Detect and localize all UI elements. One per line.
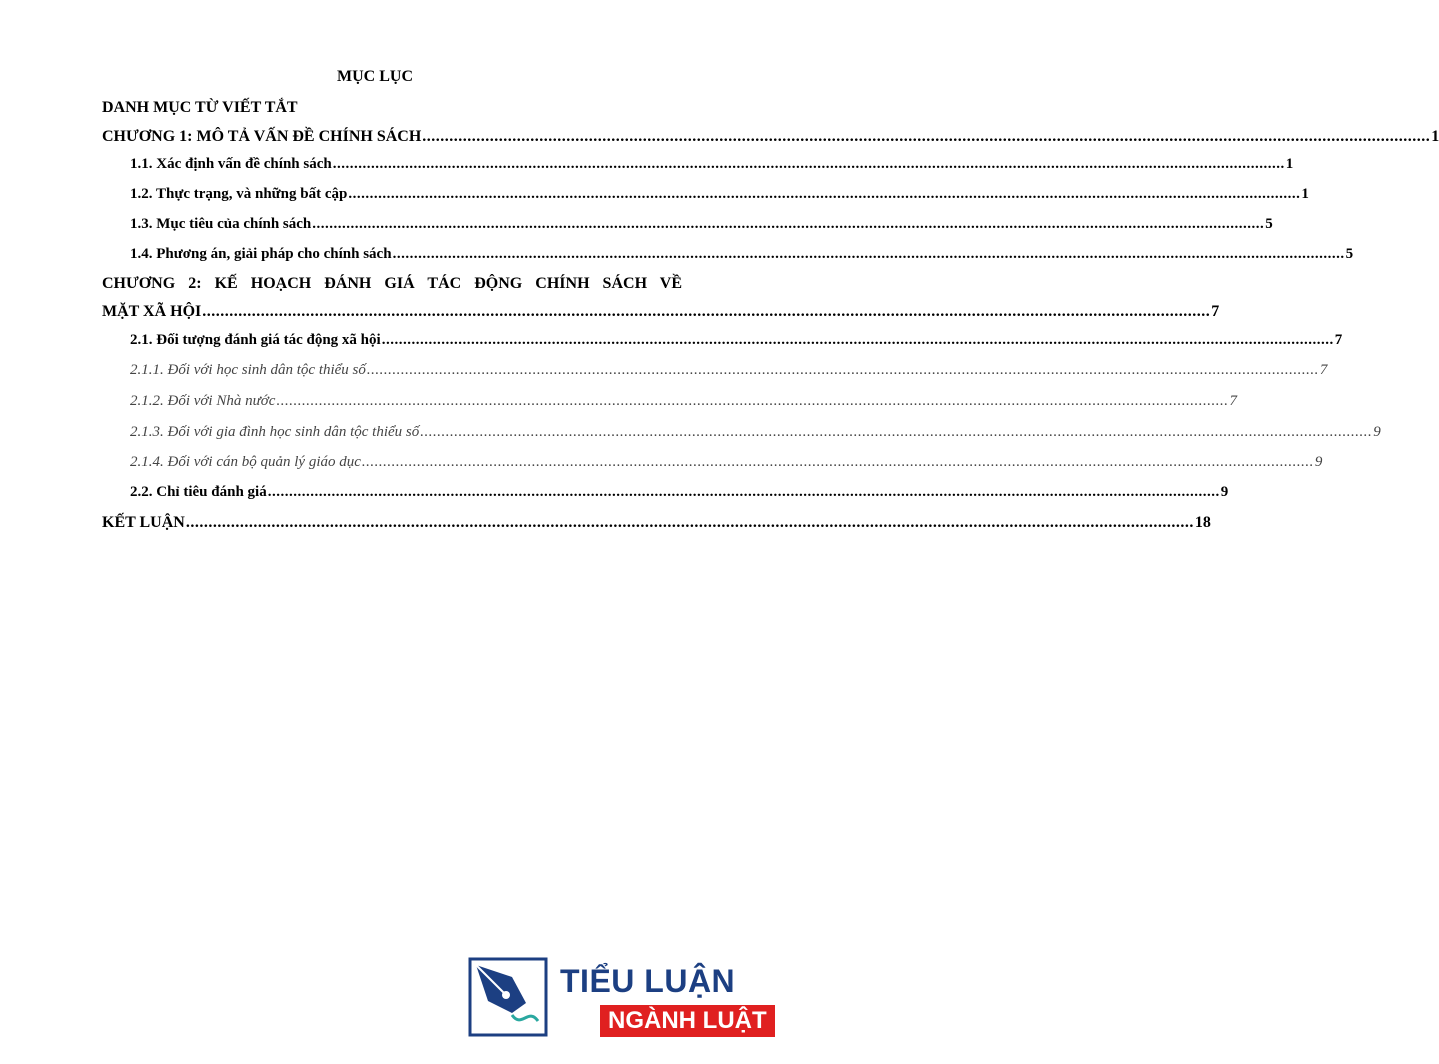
toc-entry-chapter-1[interactable]: [102, 127, 1439, 147]
toc-entry-2-1-4[interactable]: [130, 452, 1323, 472]
toc-entry-chapter-2-line1[interactable]: CHƯƠNG 2: KẾ HOẠCH ĐÁNH GIÁ TÁC ĐỘNG CHÍNH SÁCH VỀ: [102, 275, 682, 292]
toc-leader-dots: [420, 422, 1372, 442]
toc-page-number: 7: [1211, 303, 1220, 320]
toc-leader-dots: [202, 302, 1210, 322]
toc-entry-1-3[interactable]: [130, 214, 1273, 234]
toc-entry-2-1-1[interactable]: [130, 360, 1328, 380]
toc-page-number: 1: [1301, 186, 1309, 202]
toc-entry-text: MẶT XÃ HỘI: [102, 303, 202, 320]
toc-page-number: 7: [1319, 362, 1328, 378]
toc-entry-text: 2.1. Đối tượng đánh giá tác động xã hội: [130, 332, 381, 348]
toc-leader-dots: [422, 127, 1430, 147]
toc-leader-dots: [276, 391, 1228, 411]
toc-page-number: 9: [1373, 424, 1381, 440]
logo-brand-top: TIỂU LUẬN: [560, 963, 736, 999]
toc-entry-text: 2.1.1. Đối với học sinh dân tộc thiểu số: [130, 362, 366, 378]
toc-leader-dots: [312, 214, 1264, 234]
toc-leader-dots: [348, 184, 1300, 204]
toc-entry-text: 2.2. Chỉ tiêu đánh giá: [130, 484, 267, 500]
toc-entry-2-1[interactable]: [130, 330, 1343, 350]
toc-page-number: 7: [1229, 393, 1237, 409]
toc-entry-text: 1.4. Phương án, giải pháp cho chính sách: [130, 246, 392, 262]
toc-leader-dots: [333, 154, 1285, 174]
toc-entry-1-2[interactable]: [130, 184, 1309, 204]
toc-entry-abbreviations[interactable]: [102, 98, 682, 118]
logo-brand-bottom: NGÀNH LUẬT: [600, 1005, 775, 1037]
toc-entry-text: 2.1.4. Đối với cán bộ quản lý giáo dục: [130, 454, 361, 470]
toc-entry-1-1[interactable]: [130, 154, 1294, 174]
toc-page-number: 18: [1194, 514, 1211, 531]
toc-leader-dots: [367, 360, 1319, 380]
toc-entry-text: 1.1. Xác định vấn đề chính sách: [130, 156, 332, 172]
toc-leader-dots: [362, 452, 1314, 472]
pen-nib-icon: [468, 957, 548, 1037]
toc-entry-text: 1.2. Thực trạng, và những bất cập: [130, 186, 348, 202]
toc-page-number: 9: [1220, 484, 1229, 500]
toc-page-number: 5: [1265, 216, 1273, 232]
toc-entry-2-1-2[interactable]: [130, 391, 1237, 411]
toc-entry-1-4[interactable]: [130, 244, 1354, 264]
toc-entry-2-2[interactable]: [130, 482, 1229, 502]
toc-page-number: 9: [1314, 454, 1323, 470]
toc-leader-dots: [393, 244, 1345, 264]
toc-leader-dots: [186, 513, 1194, 533]
toc-page-number: 5: [1345, 246, 1354, 262]
watermark-logo: [466, 955, 767, 1045]
toc-entry-text: 1.3. Mục tiêu của chính sách: [130, 216, 312, 232]
page-title: MỤC LỤC: [337, 68, 413, 85]
toc-entry-text: 2.1.2. Đối với Nhà nước: [130, 393, 276, 409]
toc-entry-text: KẾT LUẬN: [102, 514, 185, 531]
toc-page-number: 7: [1334, 332, 1343, 348]
toc-entry-text: DANH MỤC TỪ VIẾT TẮT: [102, 99, 298, 116]
toc-page-number: 1: [1285, 156, 1294, 172]
toc-entry-text: 2.1.3. Đối với gia đình học sinh dân tộc thiểu số: [130, 424, 420, 440]
toc-entry-2-1-3[interactable]: [130, 422, 1381, 442]
toc-entry-conclusion[interactable]: [102, 513, 1211, 533]
toc-entry-text: CHƯƠNG 1: MÔ TẢ VẤN ĐỀ CHÍNH SÁCH: [102, 128, 422, 145]
toc-page-number: 1: [1431, 128, 1439, 145]
toc-leader-dots: [268, 482, 1220, 502]
toc-leader-dots: [382, 330, 1334, 350]
toc-entry-chapter-2[interactable]: [102, 302, 1220, 322]
